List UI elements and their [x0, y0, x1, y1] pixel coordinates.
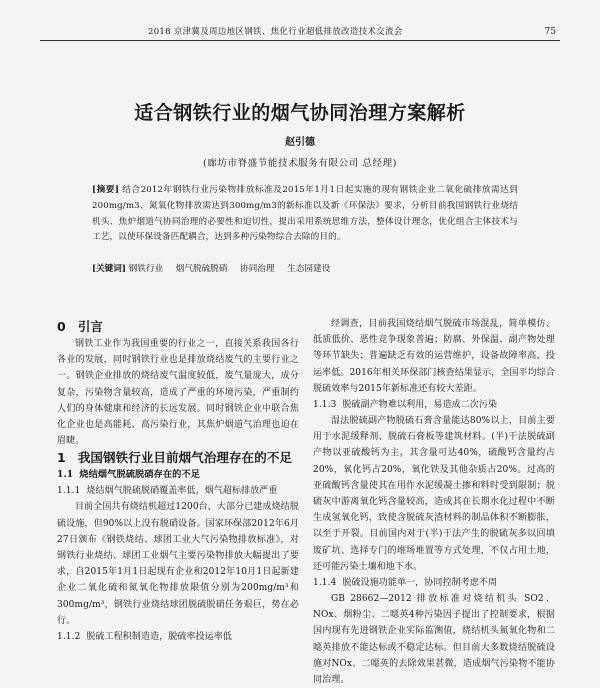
- keywords-label: [关键词]: [92, 264, 126, 274]
- body-paragraph: GB 28662—2012 排放标准对烧结机头 SO2、NOx、烟粉尘、二噁英4种污染因子提出了控制要求，根据国内现有先进钢铁企业实际监测值，烧结机头氮氧化物和二噁英排放不能达标或不稳定达标。但目前大多数烧结脱硫设施对NOx、二噁英的去除效果甚微，造成烟气污染物不能协同治理。: [313, 594, 555, 686]
- subsubsection-number: 1.1.2: [57, 632, 81, 643]
- keywords: [92, 262, 518, 277]
- paper-title: 适合钢铁行业的烟气协同治理方案解析: [134, 102, 466, 124]
- abstract: [92, 183, 518, 246]
- subsubsection-number: 1.1.1: [57, 486, 81, 497]
- intro-paragraph: 钢铁工业作为我国重要的行业之一，直接关系我国各行各业的发展，同时钢铁行业也是排放烧结废气的主要行业之一。钢铁企业排放的烧结废气温度较低，废气量庞大，成分复杂，污染物含量较高，造成了严重的环境污染，严重制约人们的身体健康和经济的长远发展。同时钢铁企业中联合焦化企业也是高能耗、高污染行业，其焦炉烟道气治理也迫在眉睫。: [57, 339, 299, 447]
- subsection-title: 烧结烟气脱硫脱硝存在的不足: [79, 469, 201, 481]
- affiliation: (廊坊市脊盛节能技术服务有限公司 总经理): [202, 158, 398, 169]
- subsubsection-title: 脱硫工程积制造造，脱硫率投运率低: [86, 632, 233, 643]
- section-title: 引言: [77, 319, 104, 334]
- subsubsection-heading: [57, 629, 299, 645]
- subsubsection-heading: [313, 575, 555, 591]
- section-title: 我国钢铁行业目前烟气治理存在的不足: [77, 450, 293, 466]
- keyword: 协同治理: [240, 264, 275, 274]
- abstract-label: [摘要]: [92, 185, 120, 195]
- subsubsection-heading: [57, 483, 299, 499]
- keyword: 烟气脱硫脱硝: [175, 264, 228, 274]
- running-header: [40, 26, 560, 41]
- subsubsection-heading: [313, 397, 555, 413]
- column-right: [313, 316, 555, 688]
- subsubsection-title: 烧结烟气脱硫脱硝覆盖率低，烟气超标排放严重: [86, 486, 278, 497]
- subsection-heading: [57, 467, 299, 483]
- subsection-number: 1.1: [57, 469, 74, 481]
- abstract-text: 结合2012年钢铁行业污染物排放标准及2015年1月1日起实施的现有钢铁企业二氧化硫排放需达到200mg/m3、氮氧化物排放需达到300mg/m3的新标准以及新《环保法》要求，分析目前我国钢铁行业烧结机头、焦炉烟道气协同治理的必要性和迫切性，提出采用系统思维方法，整体设计理念，优化组合主体技术与工艺，以使环保设备匹配耦合，达到多种污染物综合去除的目的。: [92, 185, 518, 243]
- section-number: 1: [57, 450, 66, 466]
- keyword: 钢铁行业: [128, 264, 164, 274]
- section-number: 0: [57, 319, 66, 334]
- section-heading: [57, 318, 299, 336]
- subsubsection-title: 脱硫副产物难以利用，易造成二次污染: [342, 400, 498, 411]
- column-left: [57, 318, 299, 645]
- journal-line: 2018 京津冀及周边地区钢铁、焦化行业超低排放改造技术交流会: [148, 27, 403, 37]
- keyword: 生态园建设: [287, 264, 331, 274]
- page-number: 75: [544, 27, 556, 37]
- body-paragraph: 经调查，目前我国烧结烟气脱硫市场混乱，简单模仿、低质低价、恶性竞争现象普遍；防腐、外保温、副产物处理等环节缺失；普遍缺乏有效的运营维护，设备故障率高，投运率低。2016年相关环保部门核查结果显示，全国平均综合脱硫效率与2015年新标准还有较大差距。: [313, 319, 555, 394]
- body-paragraph: 目前全国共有烧结机超过1200台，大部分已建成烧结脱硫设施，但90%以上没有脱硝设备。国家环保部2012年6月27日颁布《钢铁烧结、球团工业大气污染物排放标准》，对钢铁行业烧结、球团工业烟气主要污染物排放大幅提出了要求，自2015年1月1日起现有企业和2012年10月1日起新建企业二氧化硫和氮氧化物排放限值分别为200mg/m³和300mg/m³，钢铁行业烧结球团脱硫脱硝任务艰巨，势在必行。: [57, 502, 299, 626]
- subsubsection-number: 1.1.4: [313, 578, 337, 589]
- body-paragraph: 湿法脱硫副产物脱硫石膏含量能达80%以上，目前主要用于水泥缓释剂、脱硫石膏板等建筑材料。(半)干法脱硫副产物以亚硫酸钙为主，其含量可达40%，硫酸钙含量约占20%，氧化钙占20%，氧化铁及其他杂质占20%。过高的亚硫酸钙含量使其在用作水泥缓凝土掺和料时受到限制；脱硫灰中游离氧化钙含量较高，造成其在长期水化过程中不断生成氢氧化钙，致使含脱硫灰渣材料的制品体积不断膨胀，以至于开裂。目前国内对于(半)干法产生的脱硫灰多以回填废矿坑、选择专门的堆场堆置等方式处理，不仅占用土地，还可能污染土壤和地下水。: [313, 416, 555, 572]
- author: 赵引德: [285, 137, 315, 148]
- subsubsection-title: 脱硫设施功能单一，协同控制考虑不周: [342, 578, 498, 589]
- section-heading: [57, 449, 299, 467]
- subsubsection-number: 1.1.3: [313, 400, 337, 411]
